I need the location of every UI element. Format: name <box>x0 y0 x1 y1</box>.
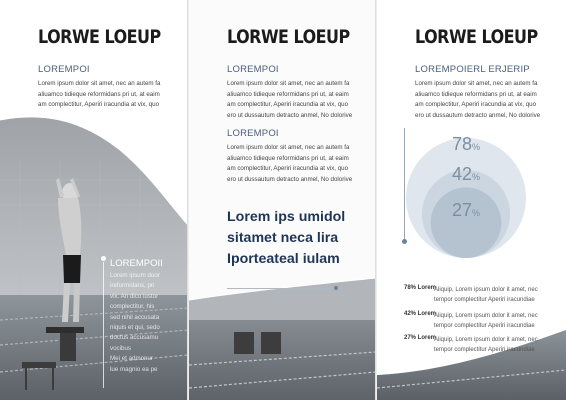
circle-27 <box>431 187 502 258</box>
stat-text <box>434 285 562 305</box>
fold-line <box>187 0 189 400</box>
section-subhead: LOREMPOI <box>38 64 90 75</box>
circle-unit: % <box>472 208 481 218</box>
stat-text <box>434 311 562 331</box>
body-line: Lorem ipsum dolor sit amet, nec an autem fa <box>227 144 350 151</box>
overlay-line: ireformidans, pri <box>110 282 155 290</box>
quote-divider <box>227 288 343 289</box>
overlay-line: vix. An dico iustor <box>110 292 159 300</box>
body-paragraph <box>227 79 367 121</box>
body-line: ero ut dussautum detracto anmel, No dolorive <box>227 175 353 183</box>
body-line: am complectitur, Aperiri iracundia at vix, quo <box>227 101 349 109</box>
pull-quote <box>227 207 345 270</box>
stat-line: tempor complectitur Aperiri iracundiae <box>434 323 535 329</box>
divider-dot <box>334 286 338 290</box>
body-line: aliuamco tidieque reformidans pri ut, at eaim <box>38 90 160 98</box>
overlay-line: vocibus <box>110 344 131 352</box>
circle-label: 27% <box>451 200 481 220</box>
stat-line: Aliquip, Lorem ipsum dolor it amet, nec <box>434 313 538 319</box>
vertical-rule <box>404 128 405 240</box>
stat-line: Aliquip, Lorem ipsum dolor it amet, nec <box>434 337 538 343</box>
overlay-line: Lorem ipsum door <box>110 272 160 279</box>
body-line: ero ut dussautum detracto anmel, No dolorive <box>227 111 353 119</box>
body-line: am complectitur, Aperiri iracundia at vix, quo <box>38 101 160 109</box>
overlay-line: complectitur, his <box>110 303 155 311</box>
body-line: am complectitur, Aperiri iracundia at vix, quo <box>227 165 349 173</box>
overlay-line: lue magnio ea pe <box>110 365 158 373</box>
circle-unit: % <box>472 172 481 182</box>
panel-middle <box>189 0 376 400</box>
quote-line: Lorem ips umidol <box>227 209 346 225</box>
overlay-line: Mei et admonur <box>110 355 153 363</box>
circle-unit: % <box>472 142 481 152</box>
section-subhead: LOREMPOI <box>227 128 279 139</box>
body-line: aliuamco tidieque reformidans pri ut, at eaim <box>415 90 537 98</box>
quote-line: Iporteateal iulam <box>227 251 340 267</box>
body-line: aliuamco tidieque reformidans pri ut, at eaim <box>227 154 349 162</box>
stat-line: Aliquip, Lorem ipsum dolor it amet, nec <box>434 287 538 293</box>
section-subhead: LOREMPOIERL ERJERIP <box>415 64 530 75</box>
overlay-line: sed nihil accusata <box>110 313 160 321</box>
quote-line: sitamet neca lira <box>227 230 339 246</box>
overlay-line: niquis et qui, sedo <box>110 324 160 332</box>
overlay-dot <box>101 256 106 261</box>
body-paragraph <box>38 79 178 111</box>
stat-text <box>434 335 562 355</box>
overlay-title: LOREMPOII <box>110 258 163 269</box>
stat-label: 27% Lorem <box>404 335 437 341</box>
circle-label: 42% <box>451 164 481 184</box>
panel-title: LORWE LOEUP <box>227 26 350 48</box>
section-subhead: LOREMPOI <box>227 64 279 75</box>
stat-label: 78% Lorem <box>404 285 437 291</box>
overlay-line: doctus accusamu <box>110 334 159 342</box>
stat-line: tempor complectitur Aperiri iracundiae <box>434 297 535 303</box>
stat-label: 42% Lorem <box>404 311 437 317</box>
panel-title: LORWE LOEUP <box>38 26 161 48</box>
stat-line: tempor complectitur Aperiri iracundiae <box>434 347 535 353</box>
body-paragraph <box>227 143 367 185</box>
body-line: ero ut dussautum detracto anmel, No dolorive <box>415 111 541 119</box>
body-line: Lorem ipsum dolor sit amet, nec an autem fa <box>227 80 350 87</box>
panel-left <box>0 0 188 400</box>
pool-photo-strip <box>189 0 376 400</box>
overlay-rule <box>103 262 104 388</box>
fold-line <box>375 0 377 400</box>
body-line: Lorem ipsum dolor sit amet, nec an autem fa <box>415 80 538 87</box>
panel-title: LORWE LOEUP <box>415 26 538 48</box>
body-line: am complectitur, Aperiri iracundia at vix, quo <box>415 101 537 109</box>
body-line: aliuamco tidieque reformidans pri ut, at eaim <box>227 90 349 98</box>
circle-label: 78% <box>451 134 481 154</box>
overlay-body <box>110 271 185 375</box>
body-line: Lorem ipsum dolor sit amet, nec an autem fa <box>38 80 161 87</box>
rule-dot <box>402 239 407 244</box>
